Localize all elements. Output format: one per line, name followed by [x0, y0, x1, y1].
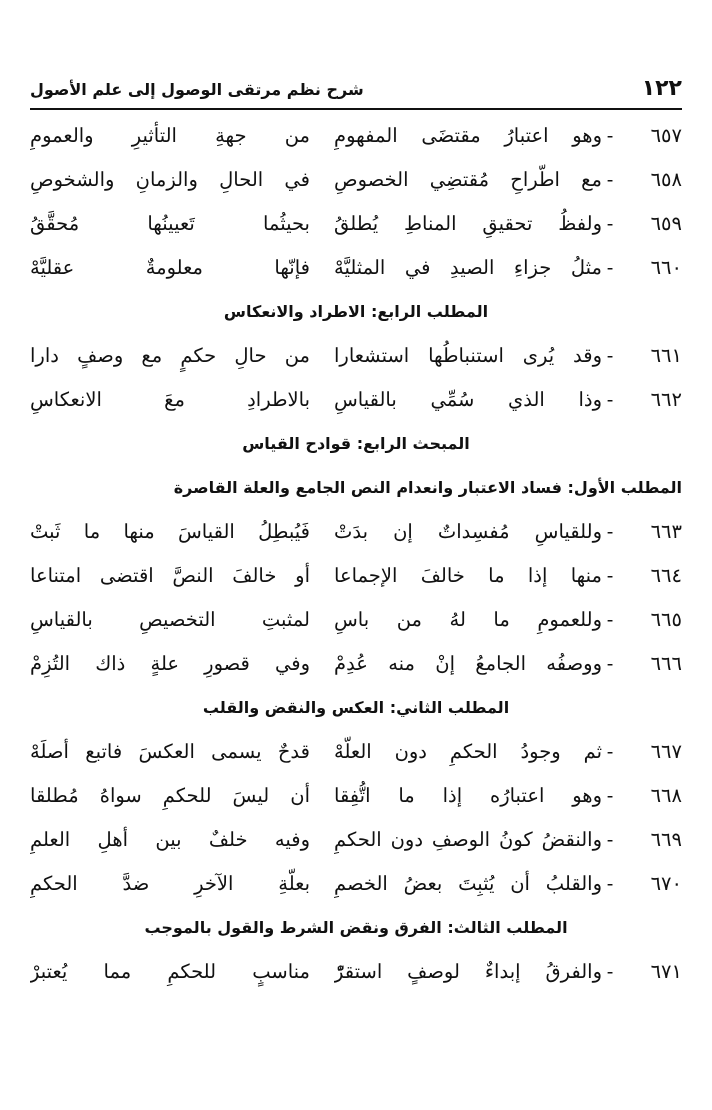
verse-dash: - [606, 960, 614, 983]
verse-number: ٦٥٩ [650, 212, 682, 235]
verse-line [30, 378, 682, 422]
verse-dash: - [606, 784, 614, 807]
second-hemistich: بعلّةِ الآخرِ ضدَّ الحكمِ [30, 872, 310, 895]
verse-dash: - [606, 124, 614, 147]
verse-number: ٦٦٢ [650, 388, 682, 411]
first-hemistich: وللعمومِ ما لهُ من باسِ [334, 608, 602, 631]
verse-dash: - [606, 652, 614, 675]
verse-number: ٦٦٣ [650, 520, 682, 543]
second-hemistich: بحيثُما تَعيينُها مُحقَّقُ [30, 212, 310, 235]
first-hemistich: والفرقُ إبداءٌ لوصفٍ استقرّْ [334, 960, 602, 983]
second-hemistich: أن ليسَ للحكمِ سواهُ مُطلقا [30, 784, 310, 807]
second-hemistich: من حالِ حكمٍ مع وصفٍ دارا [30, 344, 310, 367]
verse-dash: - [606, 520, 614, 543]
second-hemistich: أو خالفَ النصَّ اقتضى امتناعا [30, 564, 310, 587]
second-hemistich: بالاطرادِ معَ الانعكاسِ [30, 388, 310, 411]
verse-dash: - [606, 828, 614, 851]
second-hemistich: لمثبتِ التخصيصِ بالقياسِ [30, 608, 310, 631]
verse-line [30, 202, 682, 246]
first-hemistich: وهو اعتبارُه إذا ما اتُّفِقا [334, 784, 602, 807]
book-page [30, 74, 682, 994]
second-hemistich: وفيه خلفٌ بين أهلِ العلمِ [30, 828, 310, 851]
first-hemistich: ووصفُه الجامعُ إنْ منه عُدِمْ [334, 652, 602, 675]
section-heading: المطلب الثاني: العكس والنقض والقلب [202, 698, 510, 717]
verse-number: ٦٧١ [650, 960, 682, 983]
verse-number: ٦٦٨ [650, 784, 682, 807]
verse-line [30, 950, 682, 994]
first-hemistich: وذا الذي سُمِّي بالقياسِ [334, 388, 602, 411]
verse-number: ٦٥٨ [650, 168, 682, 191]
verse-number: ٦٧٠ [650, 872, 682, 895]
first-hemistich: وللقياسِ مُفسِداتٌ إن بدَتْ [334, 520, 602, 543]
verse-number: ٦٦٠ [650, 256, 682, 279]
second-hemistich: في الحالِ والزمانِ والشخوصِ [30, 168, 310, 191]
verse-number: ٦٦٧ [650, 740, 682, 763]
verse-line [30, 730, 682, 774]
page-header [30, 74, 682, 110]
first-hemistich: مع اطّراحِ مُقتضِي الخصوصِ [334, 168, 602, 191]
verse-line [30, 246, 682, 290]
section-heading: المبحث الرابع: قوادح القياس [242, 434, 470, 453]
verse-dash: - [606, 344, 614, 367]
verse-line [30, 642, 682, 686]
page-number: ١٢٢ [641, 76, 682, 101]
first-hemistich: وهو اعتبارُ مقتضَى المفهومِ [334, 124, 602, 147]
verse-dash: - [606, 740, 614, 763]
verse-dash: - [606, 564, 614, 587]
verse-line [30, 598, 682, 642]
verse-number: ٦٦٦ [650, 652, 682, 675]
verse-number: ٦٦٤ [650, 564, 682, 587]
second-hemistich: مناسبٍ للحكمِ مما يُعتبرْ [30, 960, 310, 983]
section-heading: المطلب الثالث: الفرق ونقض الشرط والقول بالموجب [144, 918, 568, 937]
verse-line [30, 818, 682, 862]
first-hemistich: والقلبُ أن يُثبِتَ بعضُ الخصمِ [334, 872, 602, 895]
first-hemistich: ولفظُ تحقيقِ المناطِ يُطلقُ [334, 212, 602, 235]
section-heading: المطلب الأول: فساد الاعتبار وانعدام النص الجامع والعلة القاصرة [173, 478, 682, 497]
verse-number: ٦٥٧ [650, 124, 682, 147]
verse-number: ٦٦٥ [650, 608, 682, 631]
verse-dash: - [606, 388, 614, 411]
second-hemistich: فإنّها معلومةٌ عقليَّهْ [30, 256, 310, 279]
page-content [30, 114, 682, 994]
verse-dash: - [606, 872, 614, 895]
second-hemistich: وفي قصورِ علةٍ ذاك التُزِمْ [30, 652, 310, 675]
first-hemistich: والنقضُ كونُ الوصفِ دون الحكمِ [334, 828, 602, 851]
verse-line [30, 158, 682, 202]
verse-number: ٦٦١ [650, 344, 682, 367]
first-hemistich: منها إذا ما خالفَ الإجماعا [334, 564, 602, 587]
verse-dash: - [606, 168, 614, 191]
second-hemistich: قدحٌ يسمى العكسَ فاتبع أصلَهْ [30, 740, 310, 763]
running-title: شرح نظم مرتقى الوصول إلى علم الأصول [30, 80, 364, 99]
verse-dash: - [606, 256, 614, 279]
verse-line [30, 862, 682, 906]
verse-dash: - [606, 212, 614, 235]
verse-line [30, 774, 682, 818]
first-hemistich: وقد يُرى استنباطُها استشعارا [334, 344, 602, 367]
second-hemistich: من جهةِ التأثيرِ والعمومِ [30, 124, 310, 147]
first-hemistich: مثلُ جزاءِ الصيدِ في المثليَّهْ [334, 256, 602, 279]
first-hemistich: ثم وجودُ الحكمِ دون العلّهْ [334, 740, 602, 763]
verse-line [30, 334, 682, 378]
verse-line [30, 554, 682, 598]
verse-line [30, 114, 682, 158]
verse-number: ٦٦٩ [650, 828, 682, 851]
verse-dash: - [606, 608, 614, 631]
section-heading: المطلب الرابع: الاطراد والانعكاس [223, 302, 489, 321]
second-hemistich: فَيُبطِلُ القياسَ منها ما ثَبتْ [30, 520, 310, 543]
verse-line [30, 510, 682, 554]
